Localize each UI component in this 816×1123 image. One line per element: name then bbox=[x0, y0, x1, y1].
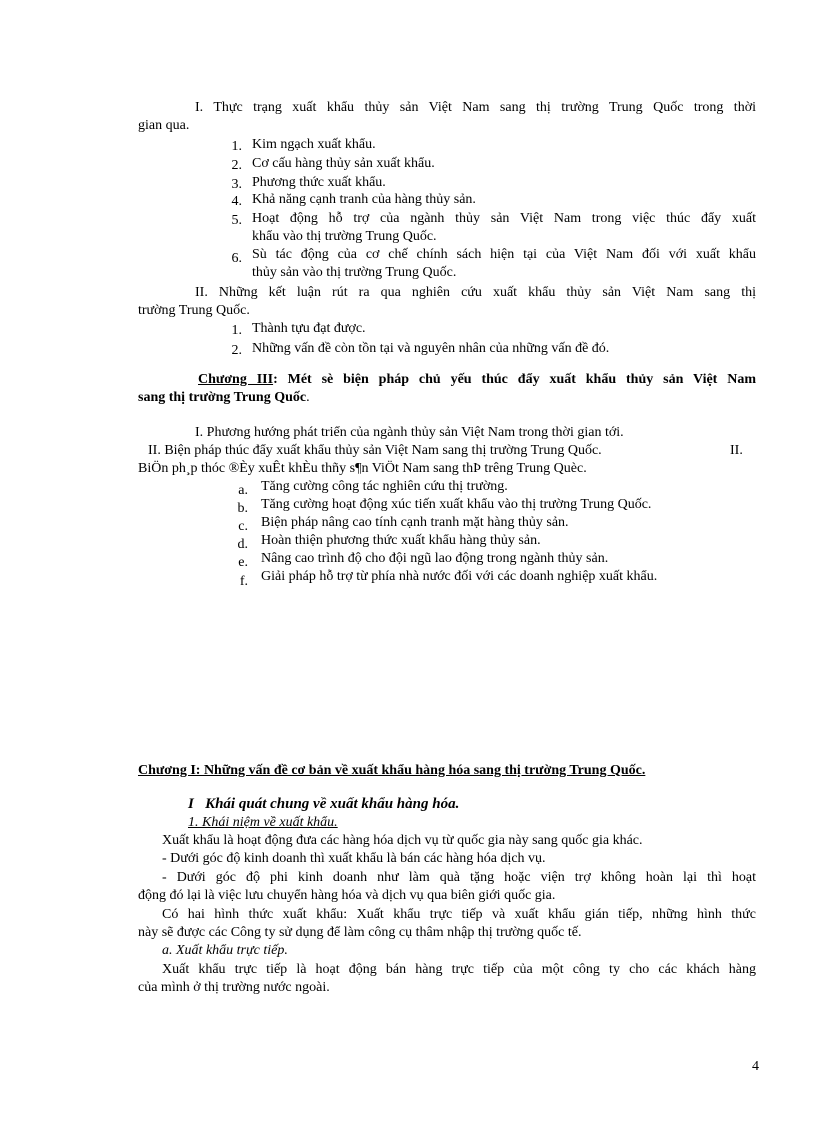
chapter3-title-rest: : Mét sè biện pháp chủ yếu thúc đẩy xuất khẩu thủy sản Việt Nam bbox=[273, 372, 756, 387]
chapter3-item: Tăng cường hoạt động xúc tiến xuất khẩu vào thị trường Trung Quốc. bbox=[261, 497, 652, 512]
chapter3-item-letter: f. bbox=[239, 574, 248, 589]
chapter1-paragraph: Xuất khẩu trực tiếp là hoạt động bán hàng trực tiếp của một công ty cho các khách hàng bbox=[162, 962, 756, 977]
chapter1-section-I: I Khái quát chung về xuất khẩu hàng hóa. bbox=[188, 796, 460, 812]
chapter3-section-II-duplicate: II. bbox=[730, 443, 743, 458]
chapter3-label: Chương III bbox=[198, 372, 274, 387]
chapter1-paragraph-cont: này sẽ được các Công ty sử dụng để làm công cụ thâm nhập thị trường quốc tế. bbox=[138, 925, 582, 940]
chapter3-section-II-garbled: BiÖn ph¸p thóc ®Èy xuÊt khÈu thñy s¶n ViÖt Nam sang thÞ trêng Trung Quèc. bbox=[138, 461, 587, 476]
chapter1-paragraph-cont: của mình ở thị trường nước ngoài. bbox=[138, 980, 330, 995]
chapter3-item-letter: b. bbox=[237, 501, 248, 516]
page-number: 4 bbox=[752, 1059, 759, 1074]
outline-item-number: 4. bbox=[231, 194, 242, 209]
outline-item: Cơ cấu hàng thủy sản xuất khẩu. bbox=[252, 156, 435, 171]
chapter1-paragraph: - Dưới góc độ phi kinh doanh như làm quà tặng hoặc viện trợ không hoàn lại thì hoạt bbox=[162, 870, 756, 885]
chapter3-item: Tăng cường công tác nghiên cứu thị trường. bbox=[261, 479, 508, 494]
chapter3-section-I: I. Phương hướng phát triển của ngành thủy sản Việt Nam trong thời gian tới. bbox=[195, 425, 624, 440]
outline-item-number: 5. bbox=[231, 213, 242, 228]
chapter1-subheading-1: 1. Khái niệm về xuất khẩu. bbox=[188, 815, 338, 830]
outline-item-number: 6. bbox=[231, 251, 242, 266]
outline-item: Sù tác động của cơ chế chính sách hiện tại của Việt Nam đối với xuất khẩu bbox=[252, 247, 756, 262]
outline-item: Những vấn đề còn tồn tại và nguyên nhân của những vấn đề đó. bbox=[252, 341, 610, 356]
chapter3-title-line2: sang thị trường Trung Quốc. bbox=[138, 390, 310, 405]
chapter3-item-letter: a. bbox=[238, 483, 248, 498]
chapter3-item: Hoàn thiện phương thức xuất khẩu hàng thủy sản. bbox=[261, 533, 541, 548]
outline-item: Khả năng cạnh tranh của hàng thủy sản. bbox=[252, 192, 476, 207]
outline-item: Thành tựu đạt được. bbox=[252, 321, 366, 336]
chapter1-paragraph: - Dưới góc độ kinh doanh thì xuất khẩu là bán các hàng hóa dịch vụ. bbox=[162, 851, 546, 866]
chapter3-item: Nâng cao trình độ cho đội ngũ lao động trong ngành thủy sản. bbox=[261, 551, 609, 566]
chapter3-item-letter: d. bbox=[237, 537, 248, 552]
outline-item-number: 1. bbox=[231, 323, 242, 338]
outline-item: Phương thức xuất khẩu. bbox=[252, 175, 386, 190]
outline-section-I-line2: gian qua. bbox=[138, 118, 190, 133]
outline-item-number: 2. bbox=[231, 343, 242, 358]
chapter3-item-letter: c. bbox=[238, 519, 248, 534]
outline-item-number: 2. bbox=[231, 158, 242, 173]
outline-item: Kim ngạch xuất khẩu. bbox=[252, 137, 376, 152]
outline-item-cont: khẩu vào thị trường Trung Quốc. bbox=[252, 229, 437, 244]
outline-item-cont: thủy sản vào thị trường Trung Quốc. bbox=[252, 265, 457, 280]
chapter1-paragraph-cont: động đó lại là việc lưu chuyển hàng hóa và dịch vụ qua biên giới quốc gia. bbox=[138, 888, 556, 903]
chapter1-paragraph: Xuất khẩu là hoạt động đưa các hàng hóa dịch vụ từ quốc gia này sang quốc gia khác. bbox=[162, 833, 643, 848]
chapter1-subheading-a: a. Xuất khẩu trực tiếp. bbox=[162, 943, 288, 958]
outline-section-II-line1: II. Những kết luận rút ra qua nghiên cứu xuất khẩu thủy sản Việt Nam sang thị bbox=[195, 285, 756, 300]
outline-section-I-line1: I. Thực trạng xuất khẩu thủy sản Việt Nam sang thị trường Trung Quốc trong thời bbox=[195, 100, 756, 115]
chapter3-section-II: II. Biện pháp thúc đẩy xuất khẩu thủy sản Việt Nam sang thị trường Trung Quốc. bbox=[148, 443, 602, 458]
chapter1-title: Chương I: Những vấn đề cơ bản về xuất khẩu hàng hóa sang thị trường Trung Quốc. bbox=[138, 763, 646, 778]
chapter3-item-letter: e. bbox=[238, 555, 248, 570]
chapter3-title-line1 bbox=[198, 371, 756, 389]
chapter1-paragraph: Có hai hình thức xuất khẩu: Xuất khẩu trực tiếp và xuất khẩu gián tiếp, những hình thức bbox=[162, 907, 756, 922]
chapter3-item: Biện pháp nâng cao tính cạnh tranh mặt hàng thủy sản. bbox=[261, 515, 569, 530]
outline-item-number: 1. bbox=[231, 139, 242, 154]
chapter3-item: Giải pháp hỗ trợ từ phía nhà nước đối với các doanh nghiệp xuất khẩu. bbox=[261, 569, 658, 584]
outline-item: Hoạt động hỗ trợ của ngành thủy sản Việt Nam trong việc thúc đẩy xuất bbox=[252, 211, 756, 226]
outline-item-number: 3. bbox=[231, 177, 242, 192]
outline-section-II-line2: trường Trung Quốc. bbox=[138, 303, 250, 318]
